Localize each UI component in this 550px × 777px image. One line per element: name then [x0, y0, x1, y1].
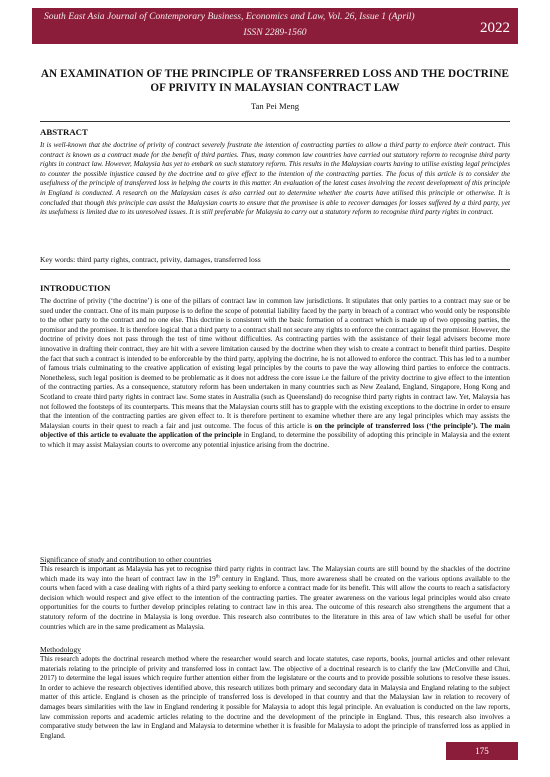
significance-text-b: century in England. Thus, more awareness shall be created on the various options available to the courts when faced with a case dealing with rights of a third party seeking to enforce a contract made for its benefit. This will allow the courts to reach a satisfactory decision which would respect and give effect to the intention of the contracting parties. The greater awareness on the various legal principles would also create opportunities for the courts to further develop principles relating to contract law in this area. The outcome of this research also strengthens the argument that a statutory reform of the doctrine in Malaysia is long overdue. This research also contributes to the literature in this area of law which shall be useful for other countries which are in the same predicament as Malaysia.	[40, 574, 510, 631]
introduction-text-a: The doctrine of privity (‘the doctrine’) is one of the pillars of contract law in common law jurisdictions. It stipulates that only parties to a contract may sue or be sued under the contract. One of its main purpose is to define the scope of potential liability faced by the party in breach of a contract who would only be responsible to the other party to the contract and no one else. This doctrine is consistent with the basic formation of a contract which is made up of two opposing parties, the promisor and the promisee. It is therefore logical that a third party to a contract shall not secure any rights to enforce the contract against the promisor. However, the doctrine of privity does not pass through the test of time without difficulties. As contracting parties with the assistance of their legal advisers become more innovative in drafting their contract, they are hit with a severe limitation caused by the doctrine when they wish to create a contract to benefit third parties. Despite the fact that such a contract is intended to be enforceable by the third party, applying the doctrine, he is not allowed to enforce the contract. This has led to a number of famous trials culminating to the creative application of existing legal principles by the courts to pave the way allowing third parties to enforce the contracts. Nonetheless, such legal position is deemed to be problematic as it does not address the core issue i.e the failure of the privity doctrine to give effect to the intention of the contracting parties. As a consequence, statutory reform has been undertaken in many countries such as New Zealand, England, Singapore, Hong Kong and Scotland to create third party rights in contract law. Some states in Australia (such as Queensland) do recognise third party rights in contract law. Yet, Malaysia has not followed the footsteps of its counterparts. This means that the Malaysian courts still has to grapple with the existing exceptions to the doctrine in order to ensure that the intention of the contracting parties are given effect to. It is therefore pertinent to examine whether there are any legal principles which may assists the Malaysian courts in their quest to reach a fair and just outcome. The focus of this article is	[40, 297, 510, 430]
keywords-line: Key words: third party rights, contract, privity, damages, transferred loss	[40, 255, 261, 264]
abstract-heading: ABSTRACT	[40, 127, 88, 137]
article-title-line-1: AN EXAMINATION OF THE PRINCIPLE OF TRANSFERRED LOSS AND THE DOCTRINE	[40, 68, 510, 80]
journal-header-banner	[32, 8, 518, 44]
journal-year: 2022	[480, 20, 510, 36]
article-author: Tan Pei Meng	[250, 101, 300, 111]
significance-text-a: This research is important as Malaysia has yet to recognise third party rights in contract law. The Malaysian courts are still bound by the shackles of the doctrine which made its way into the heart of contract law in the 19	[40, 565, 510, 583]
introduction-heading: INTRODUCTION	[40, 283, 111, 293]
abstract-text: It is well-known that the doctrine of privity of contract severely frustrate the intention of contracting parties to allow a third party to enforce their contract. This contract is known as a contract made for the benefit of third parties. Thus, many common law countries have carried out statutory reform to recognise third party rights in contract law. However, Malaysia has yet to embark on such statutory reform. This results in the Malaysian courts having to utilise existing legal principles to counter the possible injustice caused by the doctrine and to give effect to the intention of the contracting parties. The focus of this article is to consider the usefulness of the principle of transferred loss in helping the courts in this matter. An evaluation of the latest cases involving the recent development of this principle in England is conducted. A research on the Malaysian cases is also carried out to determine whether the courts have utilised this principle or otherwise. It is concluded that though this principle can assist the Malaysian courts to ensure that the promisee is able to recover damages for losses suffered by a third party, yet its usefulness is limited due to its unresolved issues. It is still preferable for Malaysia to carry out a statutory reform to recognise third party rights in contract.	[40, 141, 510, 217]
introduction-text-c: in England, to determine the possibility of adopting this principle in Malaysia and the extent to which it may assist Malaysian courts to overcome any potential injustice arising from the doctrine.	[40, 431, 511, 449]
journal-citation: South East Asia Journal of Contemporary Business, Economics and Law, Vol. 26, Issue 1 (April)	[44, 11, 415, 22]
methodology-heading: Methodology	[40, 645, 81, 654]
page-number: 175	[446, 742, 518, 760]
divider-bottom	[40, 269, 510, 270]
introduction-paragraph	[40, 297, 510, 451]
divider-top	[40, 121, 510, 122]
article-title-line-2: OF PRIVITY IN MALAYSIAN CONTRACT LAW	[150, 81, 400, 94]
article-title	[40, 68, 510, 95]
significance-heading: Significance of study and contribution to other countries	[40, 555, 212, 564]
journal-issn: ISSN 2289-1560	[243, 27, 307, 38]
methodology-paragraph: This research adopts the doctrinal research method where the researcher would search and locate statutes, case reports, books, journal articles and other relevant materials relating to the principle of privity and transferred loss in contact law. The objective of a doctrinal research is to clarify the law (McConville and Chui, 2017) to determine the legal issues which require further attention either from the legislature or the courts and to provide possible solutions to resolve these issues. In order to achieve the research objectives identified above, this research utilizes both primary and secondary data in Malaysia and England relating to the subject matter of this article. England is chosen as the principle of transferred loss is developed in that country and that the Malaysian law in relation to recovery of damages bears similarities with the law in England rendering it possible for Malaysia to adopt this legal principle. An evaluation is conducted on the law reports, law commission reports and academic articles relating to the doctrine and the development of the principle in England. Thus, this research also involves a comparative study between the law in England and Malaysia to determine whether it is feasible for Malaysia to adopt the principle of transferred loss as applied in England.	[40, 655, 510, 740]
significance-paragraph	[40, 565, 510, 632]
superscript-th: th	[215, 574, 220, 580]
introduction-text-bold: on the principle of transferred loss (‘the principle’). The main objective of this article to evaluate the application of the principle	[40, 421, 511, 440]
